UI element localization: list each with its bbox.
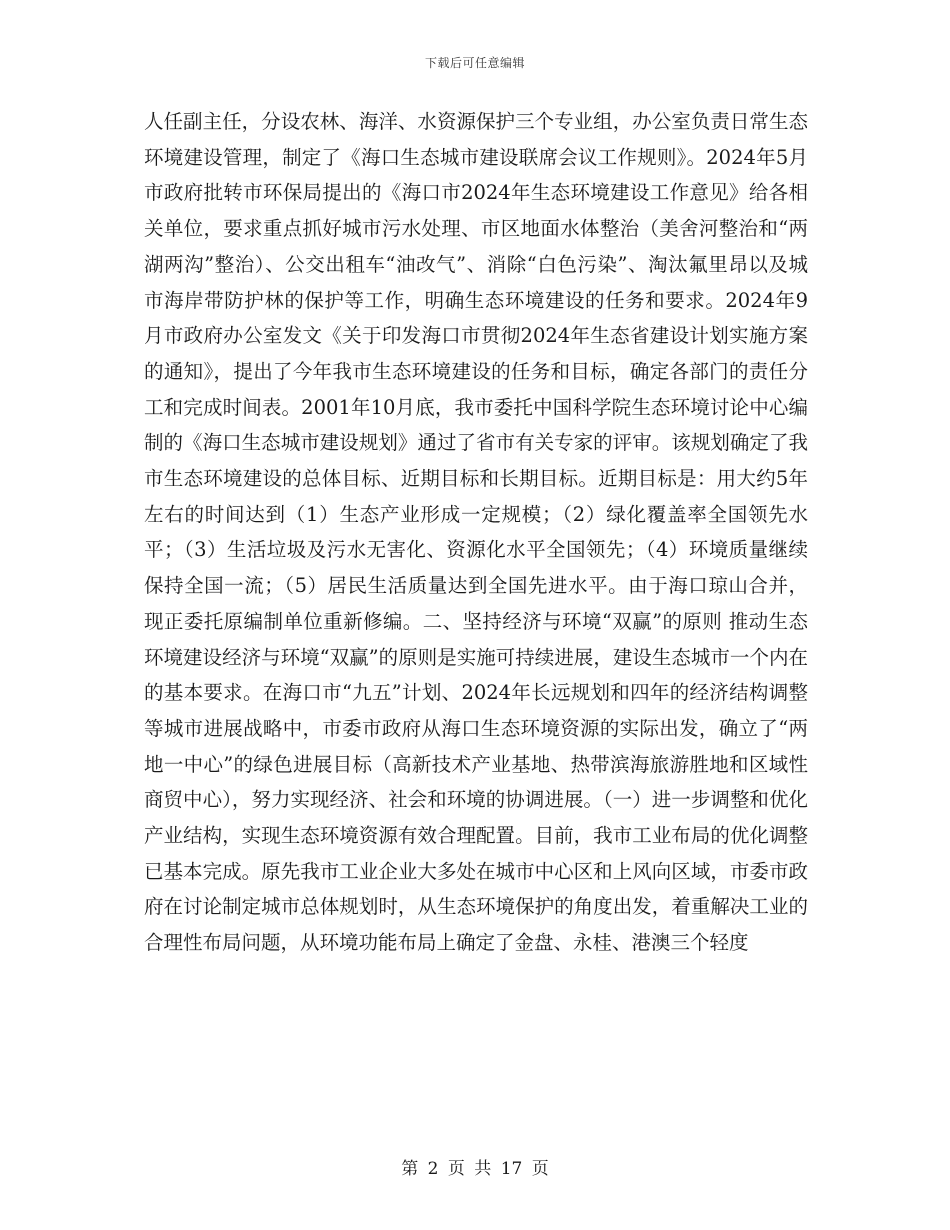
body-paragraph: 人任副主任，分设农林、海洋、水资源保护三个专业组，办公室负责日常生态环境建设管理，制定了《海口生态城市建设联席会议工作规则》。2024年5月市政府批转市环保局提出的《海口市2024年生态环境建设工作意见》给各相关单位，要求重点抓好城市污水处理、市区地面水体整治（美舍河整治和“两湖两沟”整治）、公交出租车“油改气”、消除“白色污染”、淘汰氟里昂以及城市海岸带防护林的保护等工作，明确生态环境建设的任务和要求。2024年9月市政府办公室发文《关于印发海口市贯彻2024年生态省建设计划实施方案的通知》，提出了今年我市生态环境建设的任务和目标，确定各部门的责任分工和完成时间表。2001年10月底，我市委托中国科学院生态环境讨论中心编制的《海口生态城市建设规划》通过了省市有关专家的评审。该规划确定了我市生态环境建设的总体目标、近期目标和长期目标。近期目标是：用大约5年左右的时间达到（1）生态产业形成一定规模；（2）绿化覆盖率全国领先水平；（3）生活垃圾及污水无害化、资源化水平全国领先；（4）环境质量继续保持全国一流；（5）居民生活质量达到全国先进水平。由于海口琼山合并，现正委托原编制单位重新修编。二、坚持经济与环境“双赢”的原则 推动生态环境建设经济与环境“双赢”的原则是实施可持续进展，建设生态城市一个内在的基本要求。在海口市“九五”计划、2024年长远规划和四年的经济结构调整等城市进展战略中，市委市政府从海口生态环境资源的实际出发，确立了“两地一中心”的绿色进展目标（高新技术产业基地、热带滨海旅游胜地和区域性商贸中心），努力实现经济、社会和环境的协调进展。（一）进一步调整和优化产业结构，实现生态环境资源有效合理配置。目前，我市工业布局的优化调整已基本完成。原先我市工业企业大多处在城市中心区和上风向区域，市委市政府在讨论制定城市总体规划时，从生态环境保护的角度出发，着重解决工业的合理性布局问题，从环境功能布局上确定了金盘、永桂、港澳三个轻度 <box>144 110 808 955</box>
page-number-footer: 第 2 页 共 17 页 <box>401 1159 549 1179</box>
page-header: 下载后可任意编辑 <box>424 56 525 70</box>
